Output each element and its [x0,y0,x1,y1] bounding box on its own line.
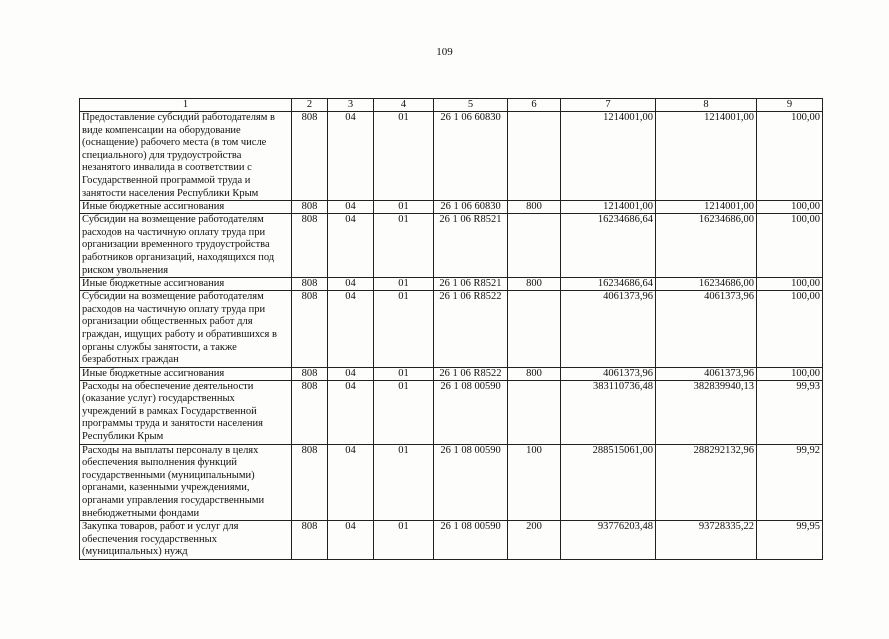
cell-c5: 26 1 06 R8521 [434,214,508,278]
cell-c6: 800 [508,201,561,214]
cell-c7: 4061373,96 [561,291,656,368]
cell-c5: 26 1 08 00590 [434,444,508,521]
cell-c8: 1214001,00 [656,112,757,201]
cell-c3: 04 [328,444,374,521]
cell-c2: 808 [292,380,328,444]
cell-c6 [508,380,561,444]
cell-c2: 808 [292,112,328,201]
cell-c3: 04 [328,201,374,214]
cell-c4: 01 [374,367,434,380]
cell-c2: 808 [292,278,328,291]
cell-c7: 16234686,64 [561,278,656,291]
cell-c9: 100,00 [757,112,823,201]
cell-c6: 800 [508,278,561,291]
cell-c9: 100,00 [757,201,823,214]
cell-c6: 100 [508,444,561,521]
cell-c3: 04 [328,380,374,444]
row-name: Субсидии на возмещение работодателям расходов на частичную оплату труда при организации временного трудоустройства работников организаций, находящихся под риском увольнения [80,214,292,278]
table-row [80,521,823,560]
row-name: Субсидии на возмещение работодателям расходов на частичную оплату труда при организации общественных работ для граждан, ищущих работу и обратившихся в органы службы занятости, а также безработных граждан [80,291,292,368]
cell-c3: 04 [328,112,374,201]
cell-c9: 99,93 [757,380,823,444]
row-name: Иные бюджетные ассигнования [80,201,292,214]
cell-c7: 16234686,64 [561,214,656,278]
col-header: 3 [328,99,374,112]
cell-c2: 808 [292,367,328,380]
cell-c9: 100,00 [757,214,823,278]
cell-c4: 01 [374,444,434,521]
budget-table [79,98,823,560]
cell-c7: 93776203,48 [561,521,656,560]
table-row [80,201,823,214]
table-row [80,380,823,444]
cell-c8: 16234686,00 [656,214,757,278]
row-name: Расходы на выплаты персоналу в целях обеспечения выполнения функций государственными (муниципальными) органами, казенными учреждениями, органами управления государственными внебюджетными фондами [80,444,292,521]
row-name: Иные бюджетные ассигнования [80,278,292,291]
row-name: Предоставление субсидий работодателям в виде компенсации на оборудование (оснащение) рабочего места (в том числе специального) для трудоустройства незанятого инвалида в соответствии с Государственной программой труда и занятости населения Республики Крым [80,112,292,201]
cell-c2: 808 [292,521,328,560]
cell-c5: 26 1 06 R8521 [434,278,508,291]
cell-c5: 26 1 06 R8522 [434,291,508,368]
cell-c3: 04 [328,278,374,291]
cell-c6 [508,291,561,368]
cell-c9: 99,95 [757,521,823,560]
cell-c7: 383110736,48 [561,380,656,444]
col-header: 2 [292,99,328,112]
cell-c6 [508,112,561,201]
cell-c3: 04 [328,367,374,380]
cell-c3: 04 [328,521,374,560]
cell-c7: 4061373,96 [561,367,656,380]
col-header: 9 [757,99,823,112]
cell-c7: 1214001,00 [561,112,656,201]
cell-c4: 01 [374,291,434,368]
cell-c5: 26 1 08 00590 [434,521,508,560]
col-header: 8 [656,99,757,112]
cell-c8: 93728335,22 [656,521,757,560]
cell-c7: 288515061,00 [561,444,656,521]
row-name: Иные бюджетные ассигнования [80,367,292,380]
cell-c2: 808 [292,291,328,368]
cell-c8: 16234686,00 [656,278,757,291]
cell-c8: 382839940,13 [656,380,757,444]
cell-c7: 1214001,00 [561,201,656,214]
cell-c3: 04 [328,214,374,278]
cell-c8: 4061373,96 [656,367,757,380]
table-row [80,367,823,380]
cell-c6 [508,214,561,278]
row-name: Закупка товаров, работ и услуг для обеспечения государственных (муниципальных) нужд [80,521,292,560]
row-name: Расходы на обеспечение деятельности (оказание услуг) государственных учреждений в рамках Государственной программы труда и занятости населения Республики Крым [80,380,292,444]
cell-c8: 288292132,96 [656,444,757,521]
cell-c9: 100,00 [757,278,823,291]
cell-c4: 01 [374,112,434,201]
col-header: 5 [434,99,508,112]
cell-c3: 04 [328,291,374,368]
col-header: 7 [561,99,656,112]
table-row [80,112,823,201]
cell-c4: 01 [374,278,434,291]
cell-c5: 26 1 08 00590 [434,380,508,444]
cell-c5: 26 1 06 R8522 [434,367,508,380]
cell-c4: 01 [374,380,434,444]
cell-c9: 100,00 [757,367,823,380]
cell-c4: 01 [374,201,434,214]
cell-c9: 99,92 [757,444,823,521]
cell-c5: 26 1 06 60830 [434,112,508,201]
cell-c6: 800 [508,367,561,380]
page-number: 109 [436,46,453,58]
cell-c6: 200 [508,521,561,560]
cell-c2: 808 [292,214,328,278]
table-row [80,214,823,278]
col-header: 4 [374,99,434,112]
cell-c8: 4061373,96 [656,291,757,368]
table-row [80,444,823,521]
col-header: 1 [80,99,292,112]
cell-c4: 01 [374,214,434,278]
cell-c9: 100,00 [757,291,823,368]
cell-c5: 26 1 06 60830 [434,201,508,214]
cell-c2: 808 [292,444,328,521]
table-row [80,278,823,291]
col-header: 6 [508,99,561,112]
cell-c2: 808 [292,201,328,214]
cell-c8: 1214001,00 [656,201,757,214]
table-row [80,291,823,368]
cell-c4: 01 [374,521,434,560]
header-row [80,99,823,112]
